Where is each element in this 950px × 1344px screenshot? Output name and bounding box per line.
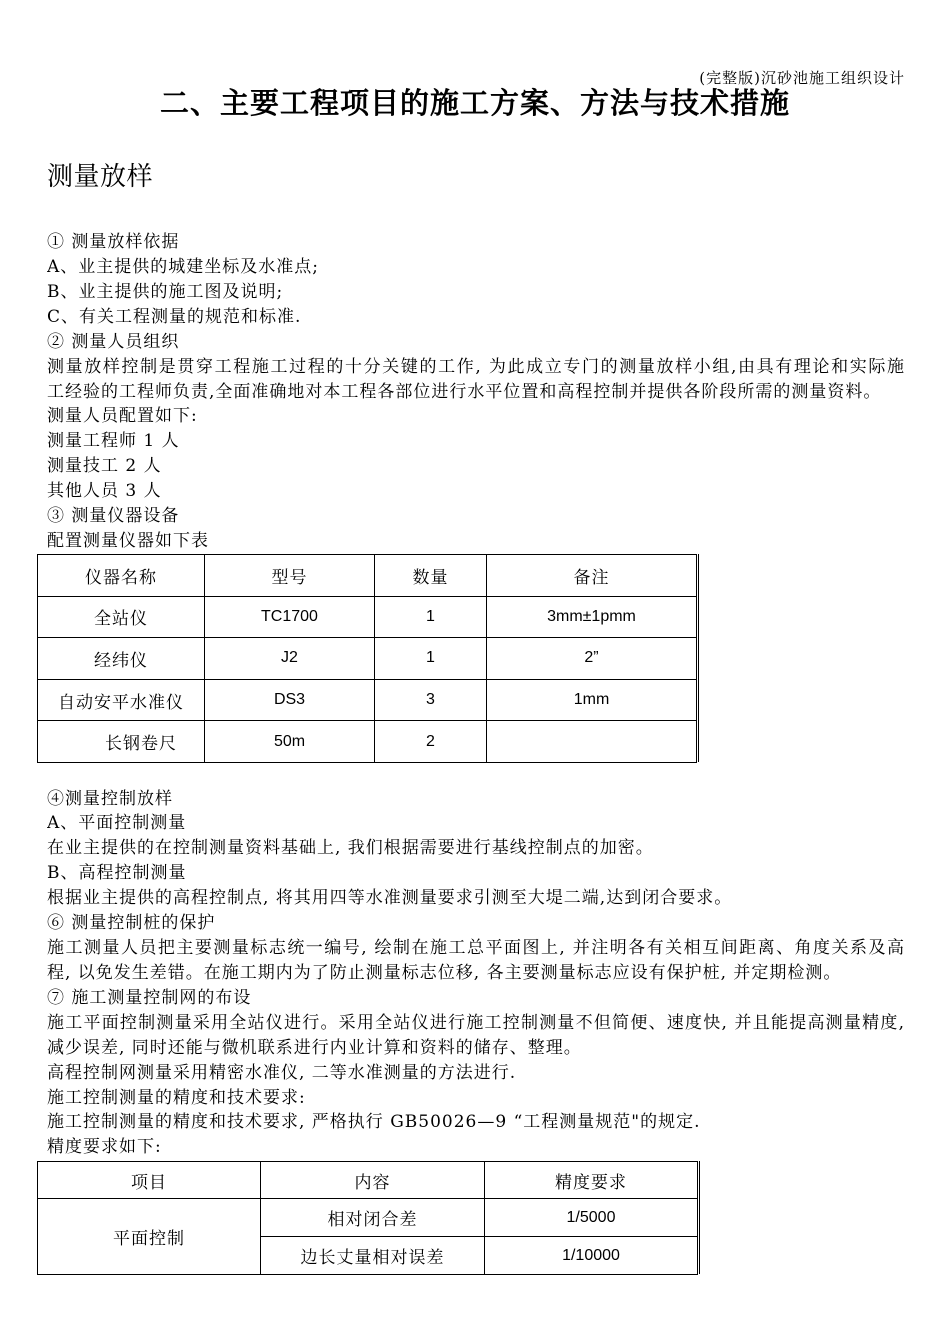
equipment-intro: 配置测量仪器如下表	[47, 531, 209, 552]
table-header-row	[38, 555, 697, 597]
model-cell: J2	[205, 638, 375, 680]
plane-control-heading: A、平面控制测量	[47, 813, 187, 834]
instrument-name-cell: 长钢卷尺	[38, 721, 205, 763]
table-header-row	[38, 1162, 698, 1199]
remark-cell: 1mm	[487, 679, 697, 721]
staff-paragraph-line: 工经验的工程师负责,全面准确地对本工程各部位进行水平位置和高程控制并提供各阶段所需的测量资料。	[47, 381, 882, 402]
remark-cell: 2”	[487, 638, 697, 680]
column-header-content: 内容	[261, 1162, 485, 1199]
basis-heading: ① 测量放样依据	[47, 232, 180, 252]
staff-intro: 测量人员配置如下:	[47, 406, 198, 427]
quantity-cell: 1	[375, 596, 487, 638]
control-heading: ④测量控制放样	[47, 788, 173, 809]
table-row	[38, 679, 697, 721]
running-header: (完整版)沉砂池施工组织设计	[699, 69, 905, 87]
quantity-cell: 2	[375, 721, 487, 763]
network-paragraph-line: 施工平面控制测量采用全站仪进行。采用全站仪进行施工控制测量不但简便、速度快, 并且能提高测量精度,	[47, 1012, 905, 1033]
content-cell: 相对闭合差	[261, 1199, 485, 1237]
column-header-model: 型号	[205, 555, 375, 597]
basis-item: A、业主提供的城建坐标及水准点;	[47, 256, 320, 277]
instrument-name-cell: 经纬仪	[38, 638, 205, 680]
model-cell: TC1700	[205, 596, 375, 638]
protection-heading: ⑥ 测量控制桩的保护	[47, 913, 216, 934]
protection-paragraph-line: 施工测量人员把主要测量标志统一编号, 绘制在施工总平面图上, 并注明各有关相互间距离、角度关系及高	[47, 938, 905, 959]
network-heading: ⑦ 施工测量控制网的布设	[47, 987, 252, 1008]
protection-paragraph-line: 程, 以免发生差错。在施工期内为了防止测量标志位移, 各主要测量标志应设有保护桩, 并定期检测。	[47, 962, 842, 983]
remark-cell: 3mm±1pmm	[487, 596, 697, 638]
staff-heading: ② 测量人员组织	[47, 331, 180, 352]
instrument-name-cell: 全站仪	[38, 596, 205, 638]
column-header-remark: 备注	[487, 555, 697, 597]
precision-table	[37, 1161, 698, 1275]
staff-list-item: 测量技工 2 人	[47, 456, 162, 477]
staff-paragraph-line: 测量放样控制是贯穿工程施工过程的十分关键的工作, 为此成立专门的测量放样小组,由具有理论和实际施	[47, 356, 905, 377]
model-cell: 50m	[205, 721, 375, 763]
column-header-precision: 精度要求	[485, 1162, 698, 1199]
level-control-text: 根据业主提供的高程控制点, 将其用四等水准测量要求引测至大堤二端,达到闭合要求。	[47, 888, 733, 909]
level-control-heading: B、高程控制测量	[47, 863, 187, 884]
network-level-text: 高程控制网测量采用精密水准仪, 二等水准测量的方法进行.	[47, 1062, 517, 1083]
quantity-cell: 3	[375, 679, 487, 721]
table-right-edge-line	[699, 1161, 700, 1274]
precision-cell: 1/5000	[485, 1199, 698, 1237]
basis-item: B、业主提供的施工图及说明;	[47, 281, 284, 302]
table-row	[38, 1199, 698, 1237]
content-cell: 边长丈量相对误差	[261, 1237, 485, 1275]
column-header-item: 项目	[38, 1162, 261, 1199]
surveying-part-2	[47, 787, 907, 1161]
accuracy-heading: 施工控制测量的精度和技术要求:	[47, 1087, 306, 1108]
table-right-edge-line	[698, 554, 699, 762]
equipment-heading: ③ 测量仪器设备	[47, 506, 180, 527]
precision-cell: 1/10000	[485, 1237, 698, 1275]
remark-cell	[487, 721, 697, 763]
column-header-quantity: 数量	[375, 555, 487, 597]
basis-item: C、有关工程测量的规范和标准.	[47, 306, 302, 327]
surveying-part-1	[47, 230, 907, 554]
page-title: 二、主要工程项目的施工方案、方法与技术措施	[159, 86, 790, 120]
accuracy-intro: 精度要求如下:	[47, 1137, 162, 1158]
instrument-name-cell: 自动安平水准仪	[38, 679, 205, 721]
staff-list-item: 其他人员 3 人	[47, 481, 162, 502]
column-header-instrument-name: 仪器名称	[38, 555, 205, 597]
network-paragraph-line: 减少误差, 同时还能与微机联系进行内业计算和资料的储存、整理。	[47, 1037, 582, 1058]
table-row	[38, 721, 697, 763]
table-row	[38, 596, 697, 638]
model-cell: DS3	[205, 679, 375, 721]
staff-list-item: 测量工程师 1 人	[47, 431, 180, 452]
table-row	[38, 638, 697, 680]
plane-control-text: 在业主提供的在控制测量资料基础上, 我们根据需要进行基线控制点的加密。	[47, 838, 654, 859]
group-label-cell: 平面控制	[38, 1199, 261, 1275]
instrument-table	[37, 554, 697, 763]
accuracy-text: 施工控制测量的精度和技术要求, 严格执行 GB50026—9 “工程测量规范"的规定.	[47, 1112, 701, 1133]
quantity-cell: 1	[375, 638, 487, 680]
section-heading: 测量放样	[47, 162, 154, 192]
